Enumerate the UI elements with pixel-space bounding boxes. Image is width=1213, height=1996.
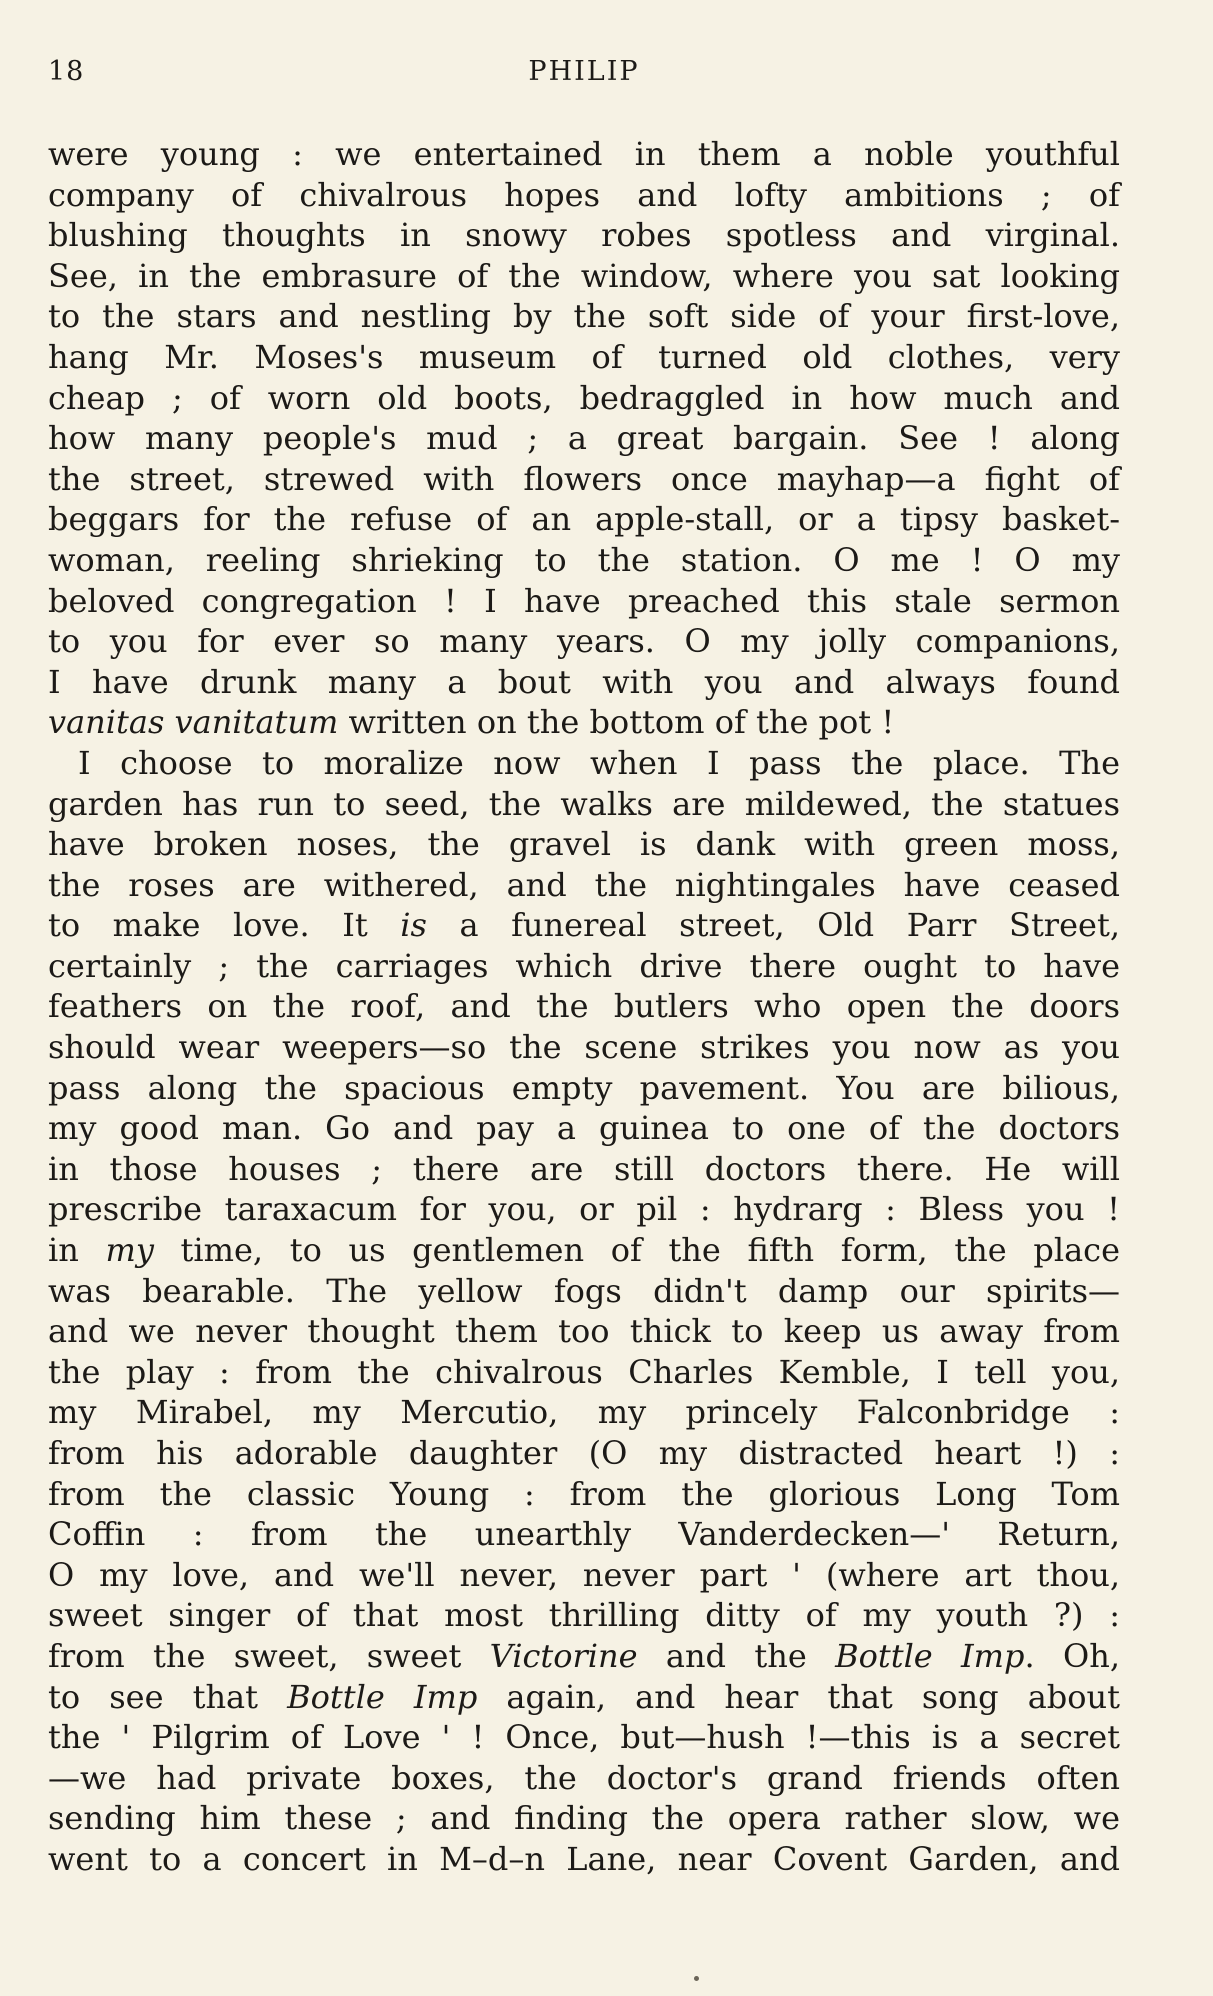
text-line bbox=[48, 905, 1120, 946]
text-line: garden has run to seed, the walks are mildewed, the statues bbox=[48, 784, 1120, 823]
text-line: sweet singer of that most thrilling ditty of my youth ?) : bbox=[48, 1596, 1120, 1635]
italic-word: my bbox=[105, 1231, 154, 1270]
text-line: and we never thought them too thick to keep us away from bbox=[48, 1312, 1120, 1351]
text-line bbox=[48, 702, 1120, 743]
text-line: should wear weepers—so the scene strikes you now as you bbox=[48, 1028, 1120, 1067]
text-span: to see that bbox=[48, 1677, 288, 1716]
stray-ink-dot bbox=[694, 1976, 699, 1981]
text-line: from his adorable daughter (O my distracted heart !) : bbox=[48, 1434, 1120, 1472]
text-line: cheap ; of worn old boots, bedraggled in how much and bbox=[48, 378, 1120, 417]
text-span: to make love. It bbox=[48, 906, 401, 945]
text-line: feathers on the roof, and the butlers who open the doors bbox=[48, 987, 1120, 1026]
text-line: the roses are withered, and the nightingales have ceased bbox=[48, 865, 1120, 904]
text-line: company of chivalrous hopes and lofty ambitions ; of bbox=[48, 175, 1120, 214]
text-line: I have drunk many a bout with you and always found bbox=[48, 662, 1120, 701]
text-line: was bearable. The yellow fogs didn't damp our spirits— bbox=[48, 1271, 1120, 1310]
text-line: Coffin : from the unearthly Vanderdecken—' Return, bbox=[48, 1515, 1120, 1554]
running-title: PHILIP bbox=[528, 56, 640, 87]
text-span: time, to us gentlemen of the fifth form, the place bbox=[153, 1231, 1121, 1270]
text-line bbox=[48, 1636, 1120, 1677]
text-line: from the classic Young : from the glorious Long Tom bbox=[48, 1474, 1120, 1513]
text-line: have broken noses, the gravel is dank with green moss, bbox=[48, 825, 1120, 864]
text-line: hang Mr. Moses's museum of turned old clothes, very bbox=[48, 337, 1120, 376]
text-span: . Oh, bbox=[1024, 1636, 1121, 1675]
text-line: went to a concert in M–d–n Lane, near Covent Garden, and bbox=[48, 1839, 1120, 1878]
italic-word: is bbox=[400, 906, 427, 945]
text-line: beloved congregation ! I have preached this stale sermon bbox=[48, 581, 1120, 620]
text-line: prescribe taraxacum for you, or pil : hydrarg : Bless you ! bbox=[48, 1190, 1120, 1229]
text-line bbox=[48, 1677, 1120, 1718]
paragraph-start: I choose to moralize now when I pass the place. The bbox=[78, 743, 1120, 782]
text-line: O my love, and we'll never, never part ' (where art thou, bbox=[48, 1555, 1120, 1594]
text-line: my Mirabel, my Mercutio, my princely Falconbridge : bbox=[48, 1393, 1120, 1432]
italic-title: Victorine bbox=[489, 1636, 638, 1675]
text-span: again, and hear that song about bbox=[477, 1677, 1121, 1716]
text-line bbox=[48, 1230, 1120, 1271]
page-number: 18 bbox=[48, 56, 85, 87]
text-line: blushing thoughts in snowy robes spotless and virginal. bbox=[48, 216, 1120, 255]
text-line: to you for ever so many years. O my jolly companions, bbox=[48, 622, 1120, 661]
text-line: were young : we entertained in them a noble youthful bbox=[48, 135, 1120, 173]
text-line: the ' Pilgrim of Love ' ! Once, but—hush !—this is a secret bbox=[48, 1718, 1120, 1757]
text-line: the street, strewed with flowers once mayhap—a fight of bbox=[48, 459, 1120, 498]
text-line: to the stars and nestling by the soft side of your first-love, bbox=[48, 297, 1120, 336]
text-span: a funereal street, Old Parr Street, bbox=[426, 906, 1120, 945]
text-line: sending him these ; and finding the opera rather slow, we bbox=[48, 1799, 1120, 1838]
text-line: my good man. Go and pay a guinea to one of the doctors bbox=[48, 1109, 1120, 1148]
text-line: pass along the spacious empty pavement. You are bilious, bbox=[48, 1068, 1120, 1107]
running-head bbox=[48, 56, 1120, 96]
text-line: how many people's mud ; a great bargain. See ! along bbox=[48, 419, 1120, 458]
text-span: and the bbox=[637, 1636, 836, 1675]
text-line: woman, reeling shrieking to the station. O me ! O my bbox=[48, 540, 1120, 579]
italic-title: Bottle Imp bbox=[287, 1677, 478, 1716]
text-line: certainly ; the carriages which drive there ought to have bbox=[48, 946, 1120, 985]
text-span: from the sweet, sweet bbox=[48, 1636, 490, 1675]
text-line: the play : from the chivalrous Charles Kemble, I tell you, bbox=[48, 1352, 1120, 1391]
text-line: beggars for the refuse of an apple-stall, or a tipsy basket- bbox=[48, 500, 1120, 539]
body-text bbox=[48, 134, 1120, 1880]
italic-title: Bottle Imp bbox=[835, 1636, 1025, 1675]
text-line: in those houses ; there are still doctors there. He will bbox=[48, 1149, 1120, 1188]
text-line-rest: written on the bottom of the pot ! bbox=[338, 703, 895, 742]
text-span: in bbox=[48, 1231, 106, 1270]
italic-phrase: vanitas vanitatum bbox=[48, 703, 339, 742]
text-line: See, in the embrasure of the window, where you sat looking bbox=[48, 256, 1120, 295]
text-line: —we had private boxes, the doctor's grand friends often bbox=[48, 1758, 1120, 1797]
